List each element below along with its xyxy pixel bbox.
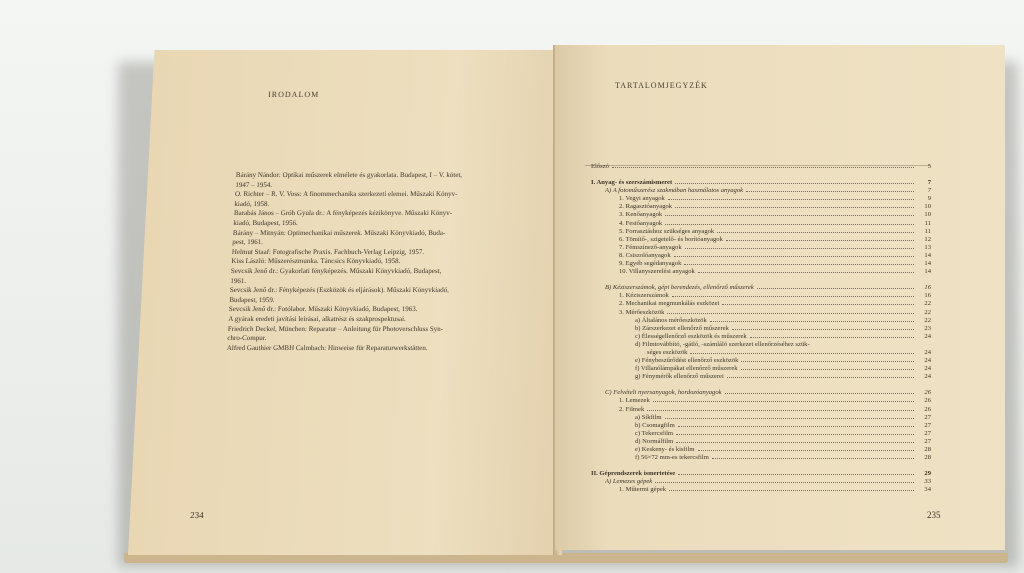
toc-entry-page: 7 [927,179,931,187]
page-header: TARTALOMJEGYZÉK [615,81,708,90]
toc-entry [591,179,931,187]
toc-entry [591,325,931,333]
toc-entry-label: e) Keskeny- és kisfilm [635,446,695,453]
toc-entry-label: 2. Mechanikai megmunkálás eszközei [619,300,720,308]
toc-entry [591,203,931,211]
toc-entry-page: 7 [927,187,931,195]
toc-entry-page: 14 [924,268,931,276]
toc-leader-dots [647,410,914,411]
toc-entry [591,268,931,276]
toc-entry-page: 26 [924,389,931,397]
toc-entry-page: 24 [924,332,931,340]
bibliography-line: A gyárak eredeti javítási leírásai, alkatrész és szakprospektusai. [228,314,407,323]
toc-entry-page: 24 [924,348,931,356]
toc-entry-page: 27 [924,429,931,437]
toc-entry-label: séges eszközök [647,348,688,356]
toc-entry [591,414,931,422]
toc-entry-page: 34 [924,486,931,494]
toc-entry [591,317,931,325]
toc-entry [591,422,931,430]
toc-entry [591,406,931,414]
toc-entry-label: b) Zárszerkezet ellenőrző műszerek [635,324,729,332]
toc-entry-label: B) Kéziszerszámok, gépi berendezés, ellenőrző műszerek [605,284,754,292]
toc-entry-label: 5. Forrasztáshoz szükséges anyagok [619,227,715,235]
toc-entry-label: d) Normálfilm [635,437,674,445]
toc-entry-page: 10 [924,211,931,219]
toc-entry-page: 24 [924,357,931,365]
toc-entry-label: C) Felvételi nyersanyagok, hordozóanyagok [605,389,722,397]
bibliography-line: Kiss László: Műszerészmunka. Táncsics Könyvkiadó, 1958. [231,257,401,266]
toc-entry-label: 1. Kéziszerszámok [619,292,669,300]
toc-leader-dots [727,377,914,378]
toc-entry [591,309,931,317]
toc-leader-dots [741,369,914,370]
toc-leader-dots [746,191,914,192]
toc-leader-dots [674,256,914,257]
toc-entry-label: 2. Filmek [619,405,645,413]
toc-entry-label: f) 56×72 mm-es tekercsfilm [635,454,709,462]
toc-entry-label: a) Síkfilm [635,413,662,421]
bibliography-line: Barabás János – Gróh Gyula dr.: A fényképezés kézikönyve. Műszaki Könyv- [233,209,453,218]
toc-entry-label: 10. Villanyszerelési anyagok [619,268,695,276]
toc-leader-dots [726,240,914,241]
toc-leader-dots [672,296,914,297]
toc-entry-page: 12 [924,235,931,243]
bibliography-line: Sevcsik Jenő dr.: Gyakorlati fényképezés. Műszaki Könyvkiadó, Budapest, [230,266,442,275]
toc-entry-label: f) Villanólámpákat ellenőrző műszerek [635,365,738,373]
toc-entry-page: 10 [924,203,931,211]
toc-gap [591,462,931,470]
bibliography-line: Sevcsik Jenő dr.: Fotólabor. Műszaki Könyvkiadó, Budapest, 1963. [228,305,418,314]
toc-entry-page: 28 [924,446,931,453]
toc-leader-dots [732,329,914,330]
toc-entry-page: 26 [924,405,931,413]
toc-entry [591,470,931,478]
toc-entry-page: 11 [924,227,931,235]
toc-entry-page: 24 [924,365,931,373]
toc-entry-page: 24 [924,373,931,381]
toc-leader-dots [684,264,914,265]
toc-entry [591,333,931,341]
toc-entry [591,211,931,219]
toc-gap [591,381,931,389]
toc-entry [591,454,931,462]
toc-entry-label: 8. Csiszolóanyagok [619,251,671,259]
toc-leader-dots [667,313,914,314]
toc-leader-dots [710,321,914,322]
toc-leader-dots [676,434,914,435]
table-of-contents [591,163,931,494]
toc-leader-dots [668,199,914,200]
toc-leader-dots [665,418,914,419]
toc-entry-page: 33 [924,478,931,486]
toc-entry-page: 29 [924,470,931,478]
toc-leader-dots [698,450,914,451]
toc-entry-label: 1. Lemezek [619,397,650,405]
bibliography-line: Bárány – Mitnyán: Optimechanikai műszerek. Műszaki Könyvkiadó, Buda- [232,228,446,237]
toc-entry-label: 9. Egyéb segédanyagok [619,260,682,268]
toc-leader-dots [612,167,914,168]
bibliography-line: kiadó, 1958. [234,199,270,208]
toc-entry [591,300,931,308]
toc-entry [591,163,931,171]
toc-leader-dots [675,183,914,184]
toc-entry [591,187,931,195]
toc-entry-page: 16 [924,292,931,300]
bibliography-line: Alfred Gauthier GMBH Calmbach: Hinweise für Reparaturwerkstätten. [226,343,428,352]
toc-entry-label: 6. Tömítő-, szigetelő- és borítóanyagok [619,235,723,243]
toc-entry [591,341,931,349]
toc-entry-page: 13 [924,243,931,251]
toc-entry [591,244,931,252]
bibliography-line: Bárány Nándor: Optikai műszerek elmélete és gyakorlata. Budapest, I – V. kötet, [235,171,463,179]
toc-leader-dots [653,401,914,402]
toc-entry-label: 1. Műtermi gépek [619,486,667,494]
toc-entry [591,220,931,228]
toc-entry [591,438,931,446]
page-number: 234 [189,510,204,520]
toc-entry-label: c) Tekercsfilm [635,429,674,437]
toc-leader-dots [725,393,914,394]
toc-entry-label: II. Géprendszerek ismertetése [591,470,676,478]
toc-gap [591,171,931,179]
toc-gap [591,276,931,284]
toc-leader-dots [676,442,914,443]
toc-entry [591,195,931,203]
toc-entry [591,228,931,236]
toc-entry [591,252,931,260]
toc-entry-label: A) Lemezes gépek [605,478,653,486]
toc-entry [591,357,931,365]
toc-leader-dots [675,207,914,208]
toc-leader-dots [678,474,914,475]
right-page [555,45,1005,550]
page-header: IRODALOM [267,90,320,99]
toc-entry-label: c) Élességellenőrző eszközök és műszerek [635,332,747,340]
toc-entry-page: 16 [924,284,931,292]
toc-leader-dots [757,288,914,289]
bibliography-line: Sevcsik Jenő dr.: Fényképezés (Eszközök és eljárások). Műszaki Könyvkiadó, [229,286,450,295]
toc-entry-page: 5 [927,163,931,170]
toc-entry-label: a) Általános mérőeszközök [635,316,707,324]
toc-entry-label: g) Fénymérők ellenőrző műszerei [635,373,724,381]
toc-entry-label: 1. Vegyi anyagok [619,195,665,203]
toc-entry-label: 7. Fémszínező-anyagok [619,243,682,251]
toc-leader-dots [665,215,914,216]
toc-entry-page: 27 [924,437,931,445]
bibliography-line: 1947 – 1954. [235,180,273,189]
toc-entry-label: b) Csomagfilm [635,421,675,429]
toc-entry [591,389,931,397]
toc-leader-dots [678,426,914,427]
bibliography-line: 1961. [230,276,247,285]
toc-entry-label: 2. Ragasztóanyagok [619,203,673,211]
bibliography-line: chro-Compur. [227,334,267,343]
toc-entry-page: 22 [924,300,931,308]
toc-entry-page: 27 [924,413,931,421]
toc-leader-dots [741,361,914,362]
toc-entry-page: 14 [924,251,931,259]
toc-leader-dots [717,232,914,233]
toc-entry-label: 3. Mérőeszközök [619,308,665,316]
bibliography [227,171,549,353]
bibliography-line: O. Richter – R. V. Voss: A finommechanika szerkezeti elemei. Műszaki Könyv- [234,190,458,199]
bibliography-line: Friedrich Deckel, München: Reparatur – Anleitung für Photoverschluss Syn- [227,324,444,333]
toc-entry [591,373,931,381]
toc-entry [591,260,931,268]
bibliography-line: kiadó, Budapest, 1956. [233,218,298,227]
toc-leader-dots [712,458,914,459]
toc-leader-dots [669,490,914,491]
left-page [128,50,588,555]
toc-entry-label: A) A fotoműszerész szakmában használatos anyagok [605,187,744,195]
toc-entry-page: 28 [924,454,931,462]
toc-entry-page: 11 [924,219,931,227]
toc-entry-label: Előszó [591,163,609,170]
toc-entry [591,486,931,494]
toc-leader-dots [750,337,914,338]
toc-leader-dots [685,248,914,249]
toc-leader-dots [655,482,914,483]
toc-entry-page: 27 [924,421,931,429]
toc-entry [591,478,931,486]
toc-entry-label: I. Anyag- és szerszámismeret [591,179,673,187]
toc-entry [591,397,931,405]
toc-entry-page: 23 [924,324,931,332]
toc-entry [591,446,931,454]
toc-entry-page: 22 [924,308,931,316]
toc-entry-page: 9 [927,195,931,203]
toc-entry-page: 14 [924,260,931,268]
toc-entry [591,236,931,244]
toc-entry [591,292,931,300]
toc-entry-label: d) Filmtovábbító, -gátló, -számláló szerkezet ellenőrzéséhez szük- [635,340,810,348]
toc-leader-dots [698,272,914,273]
toc-entry-page: 22 [924,316,931,324]
bibliography-line: pest, 1961. [232,238,264,247]
toc-entry [591,365,931,373]
toc-entry [591,284,931,292]
toc-entry-label: 3. Kenőanyagok [619,211,663,219]
toc-leader-dots [665,224,914,225]
bibliography-line: Helmut Staaf: Fotografische Praxis. Fachbuch-Verlag Leipzig, 1957. [231,247,425,256]
toc-entry-label: e) Fénybeszűrődést ellenőrző eszközök [635,357,739,365]
toc-entry [591,349,931,357]
toc-leader-dots [690,353,914,354]
toc-entry [591,430,931,438]
page-number: 235 [927,510,941,520]
toc-entry-label: 4. Festőanyagok [619,219,663,227]
toc-entry-page: 26 [924,397,931,405]
bibliography-line: Budapest, 1959. [229,295,275,304]
toc-leader-dots [722,304,914,305]
